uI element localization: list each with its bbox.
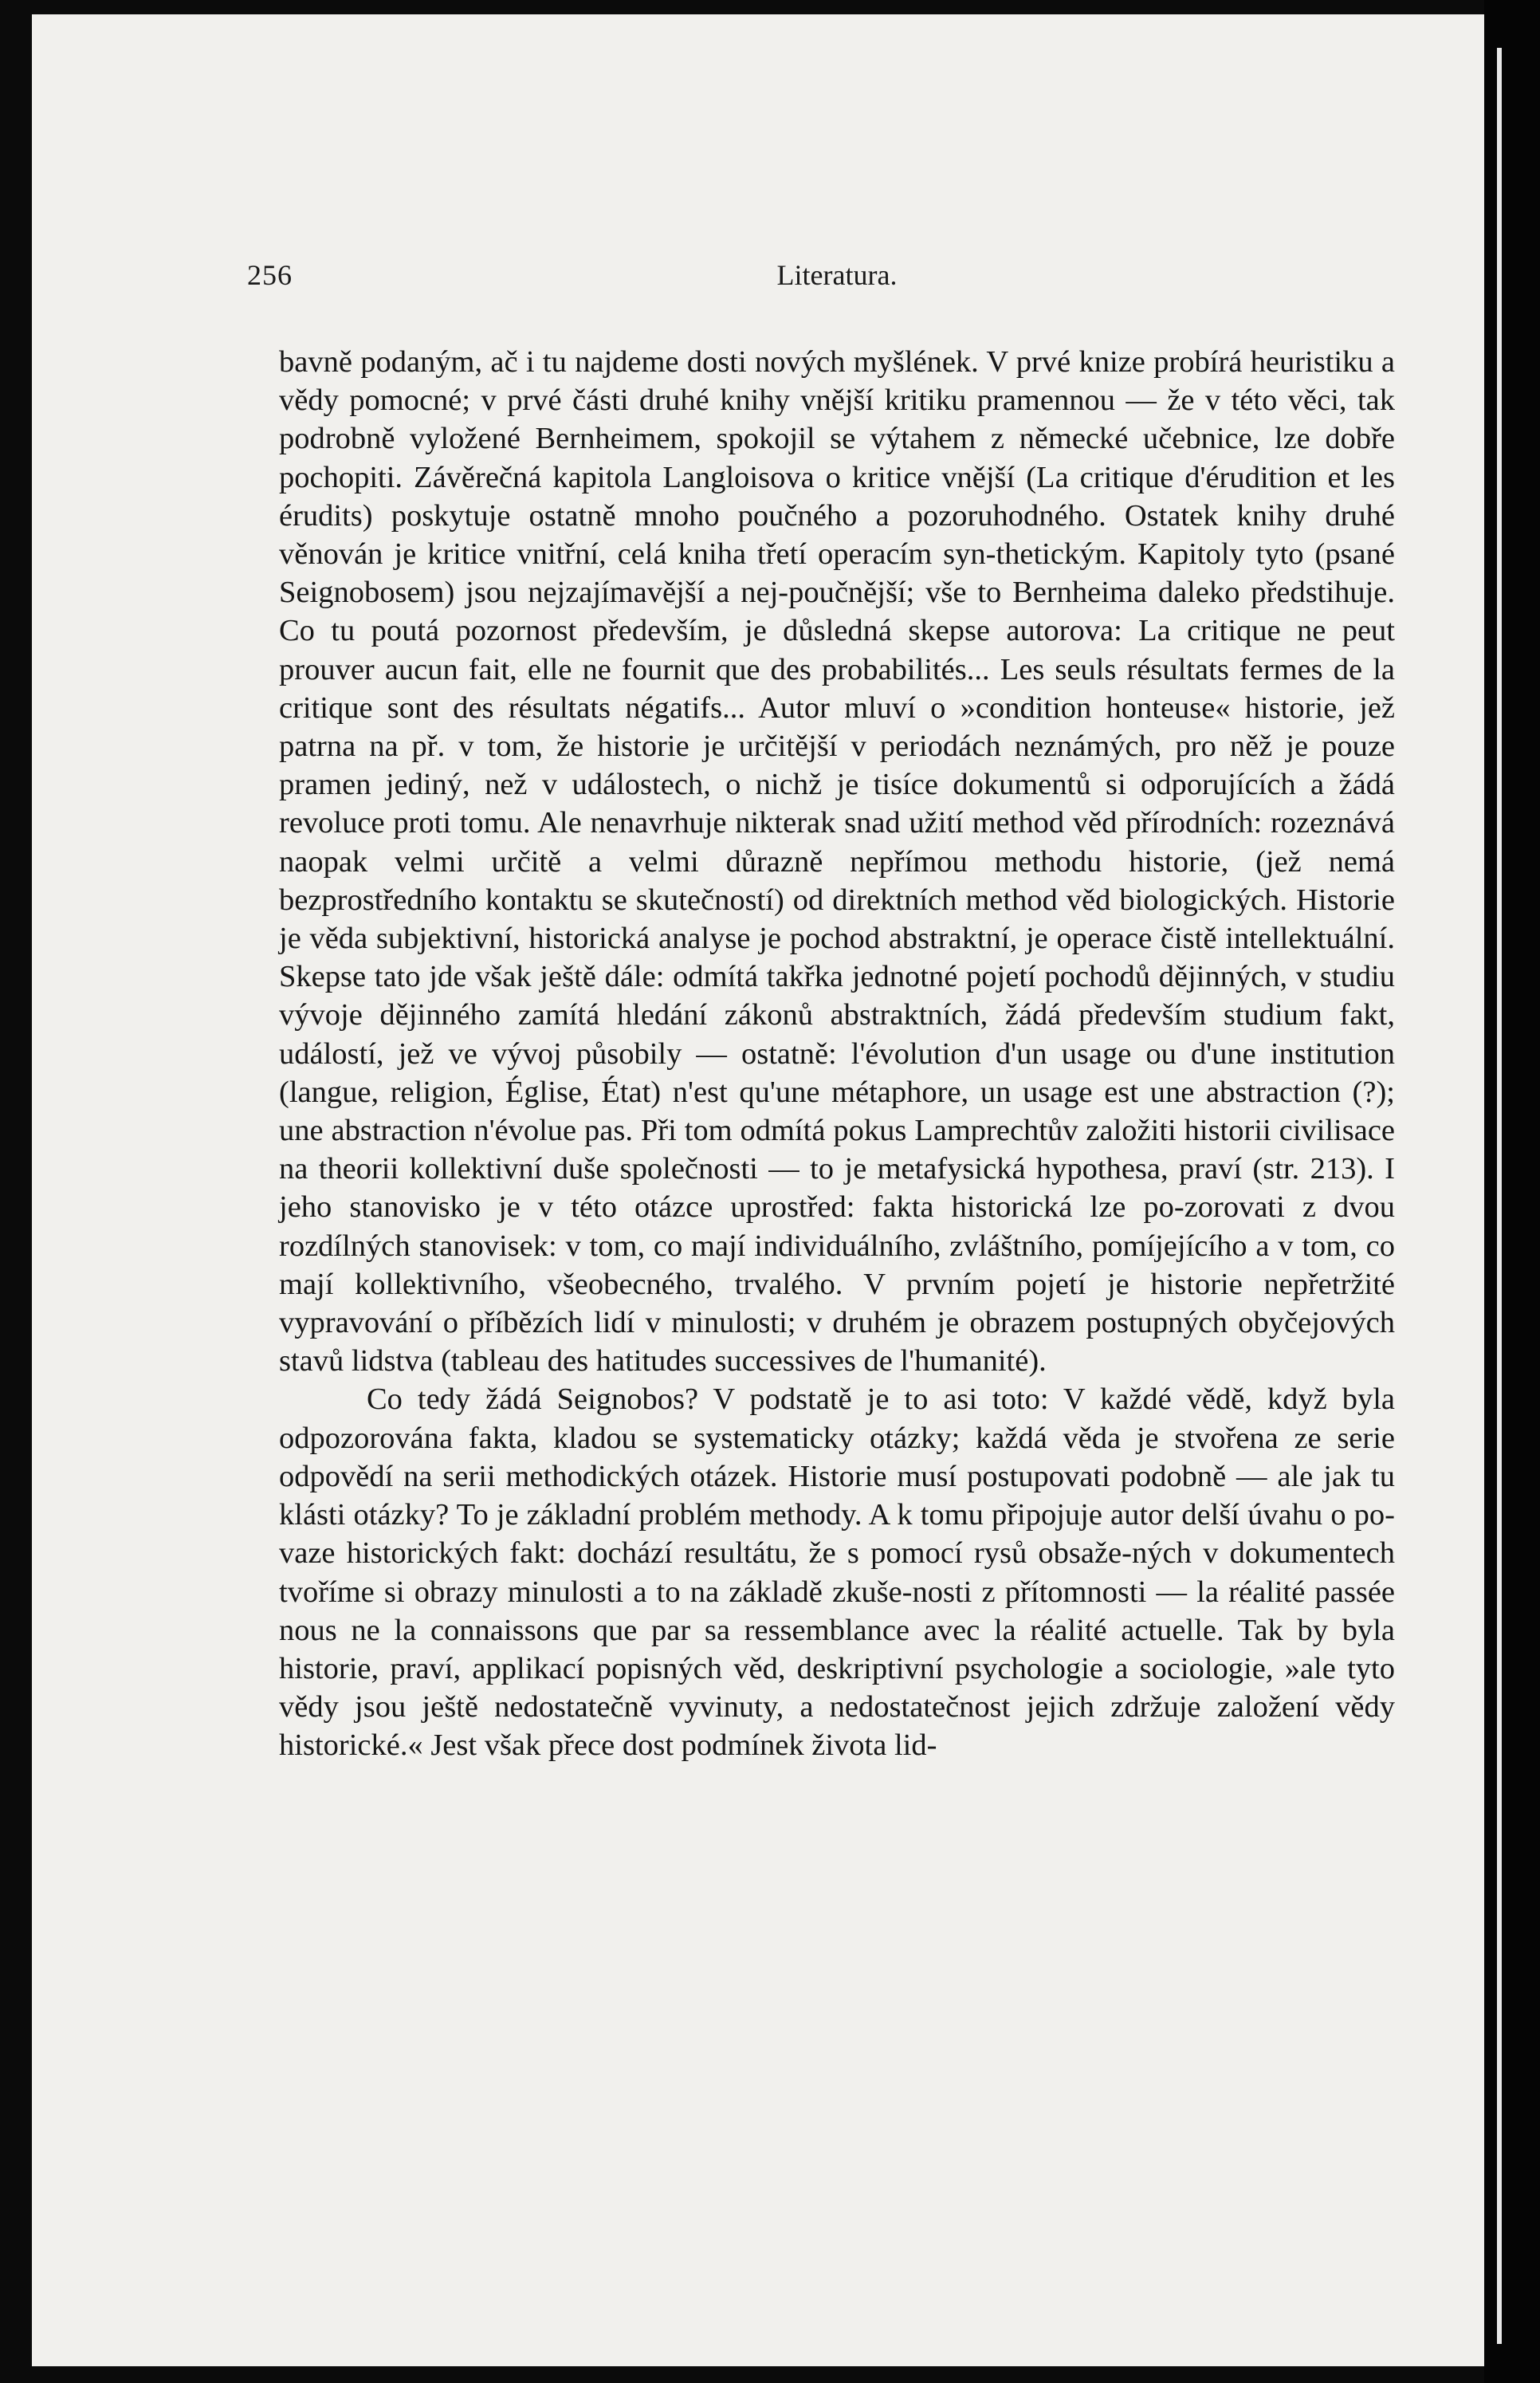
- paragraph: Co tedy žádá Seignobos? V podstatě je to asi toto: V každé vědě, když byla odpozorována fakta, kladou se systematicky otázky; každá věda je stvořena ze serie odpovědí na serii methodických otázek. Historie musí postupovati podobně — ale jak tu klásti otázky? To je základní problém methody. A k tomu připojuje autor delší úvahu o po-vaze historických fakt: dochází resultátu, že s pomocí rysů obsaže-ných v dokumentech tvoříme si obrazy minulosti a to na základě zkuše-nosti z přítomnosti — la réalité passée nous ne la connaissons que par sa ressemblance avec la réalité actuelle. Tak by byla historie, praví, applikací popisných věd, deskriptivní psychologie a sociologie, »ale tyto vědy jsou ještě nedostatečně vyvinuty, a nedostatečnost jejich zdržuje založení vědy historické.« Jest však přece dost podmínek života lid-: [279, 1382, 1395, 1763]
- scan-edge-line: [1497, 48, 1502, 2344]
- page-header: [247, 258, 1427, 306]
- page-number: 256: [247, 259, 293, 291]
- paragraph: bavně podaným, ač i tu najdeme dosti nových myšlének. V prvé knize probírá heuristiku a vědy pomocné; v prvé části druhé knihy vnější kritiku pramennou — že v této věci, tak podrobně vyložené Bernheimem, spokojil se výtahem z německé učebnice, lze dobře pochopiti. Závěrečná kapitola Langloisova o kritice vnější (La critique d'érudition et les érudits) poskytuje ostatně mnoho poučného a pozoruhodného. Ostatek knihy druhé věnován je kritice vnitřní, celá kniha třetí operacím syn-thetickým. Kapitoly tyto (psané Seignobosem) jsou nejzajímavější a nej-poučnější; vše to Bernheima daleko předstihuje. Co tu poutá pozornost především, je důsledná skepse autorova: La critique ne peut prouver aucun fait, elle ne fournit que des probabilités... Les seuls résultats fermes de la critique sont des résultats négatifs... Autor mluví o »condition honteuse« historie, jež patrna na př. v tom, že historie je určitější v periodách neznámých, pro něž je pouze pramen jediný, než v událostech, o nichž je tisíce dokumentů si odporujících a žádá revoluce proti tomu. Ale nenavrhuje nikterak snad užití method věd přírodních: rozeznává naopak velmi určitě a velmi důrazně nepřímou methodu historie, (jež nemá bezprostředního kontaktu se skutečností) od direktních method věd biologických. Historie je věda subjektivní, historická analyse je pochod abstraktní, je operace čistě intellektuální. Skepse tato jde však ještě dále: odmítá takřka jednotné pojetí pochodů dějinných, v studiu vývoje dějinného zamítá hledání zákonů abstraktních, žádá především studium fakt, událostí, jež ve vývoj působily — ostatně: l'évolution d'un usage ou d'une institution (langue, religion, Église, État) n'est qu'une métaphore, un usage est une abstraction (?); une abstraction n'évolue pas. Při tom odmítá pokus Lamprechtův založiti historii civilisace na theorii kollektivní duše společnosti — to je metafysická hypothesa, praví (str. 213). I jeho stanovisko je v této otázce uprostřed: fakta historická lze po-zorovati z dvou rozdílných stanovisek: v tom, co mají individuálního, zvláštního, pomíjejícího a v tom, co mají kollektivního, všeobecného, trvalého. V prvním pojetí je historie nepřetržité vypravování o příbězích lidí v minulosti; v druhém je obrazem postupných obyčejových stavů lidstva (tableau des hatitudes successives de l'humanité).: [279, 345, 1395, 1378]
- running-title: Literatura.: [776, 259, 898, 291]
- body-text: [279, 343, 1395, 1765]
- book-page: [32, 14, 1484, 2366]
- scan-border: [1484, 0, 1540, 2383]
